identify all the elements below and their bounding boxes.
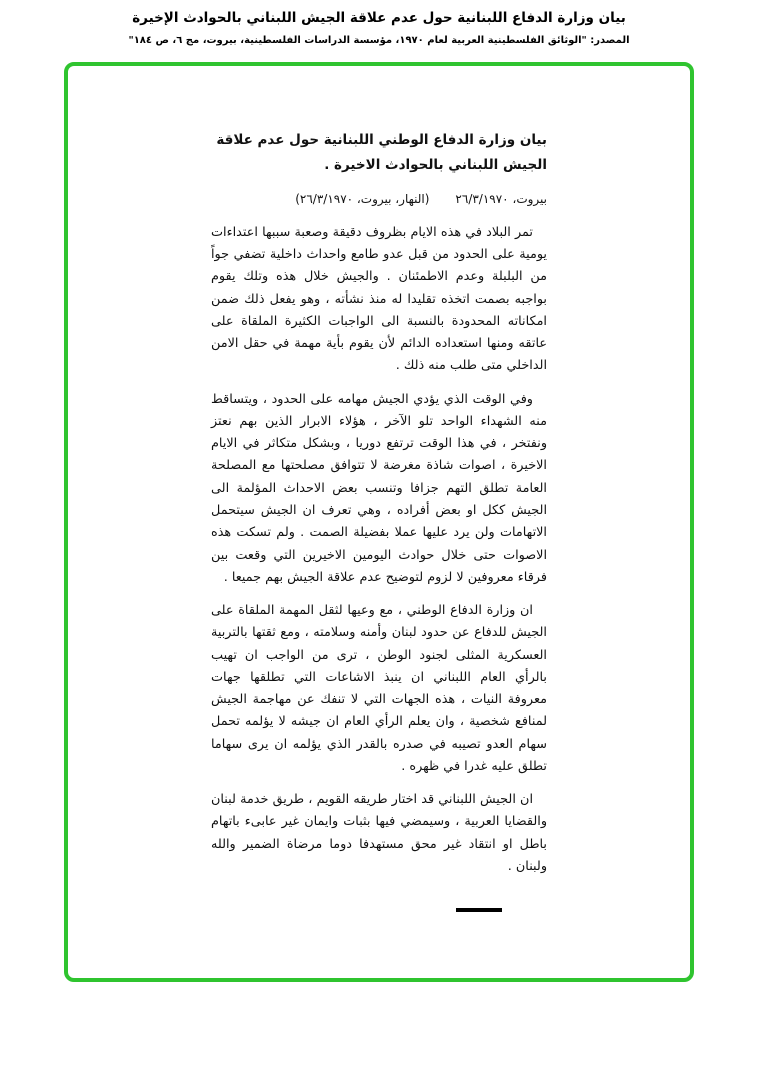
document-title: بيان وزارة الدفاع الوطني اللبنانية حول عدم علاقة الجيش اللبناني بالحوادث الاخيرة . <box>216 131 547 173</box>
page-header <box>0 0 758 46</box>
header-source-line: المصدر: "الوثائق الفلسطينية العربية لعام ١٩٧٠، مؤسسة الدراسات الفلسطينية، بيروت، مج ٦، ص ١٨٤" <box>128 34 630 46</box>
document-body <box>211 66 547 912</box>
dateline-source: (النهار، بيروت، ٢٦/٣/١٩٧٠) <box>295 191 430 206</box>
paragraph-4: ان الجيش اللبناني قد اختار طريقه القويم ، طريق خدمة لبنان والقضايا العربية ، وسيمضي فيها بثبات وايمان غير عابىء باتهام باطل او انتقاد غير محق مستهدفا دوما مرضاة الضمير والله ولبنان . <box>211 792 547 874</box>
paragraph-3: ان وزارة الدفاع الوطني ، مع وعيها لثقل المهمة الملقاة على الجيش للدفاع عن حدود لبنان وأمنه وسلامته ، ومع ثقتها بالتربية العسكرية المثلى لجنود الوطن ، ترى من الواجب ان تهيب بالرأي العام اللبناني ان ينبذ الاشاعات التي تطلقها جهات معروفة النيات ، هذه الجهات التي لا تنفك عن مهاجمة الجيش لمنافع شخصية ، وان يعلم الرأي العام ان جيشه لا يؤلمه تحمل سهام العدو تصيبه في صدره بالقدر الذي يؤلمه ان يرى سهاما تطلق عليه غدرا في ظهره . <box>211 603 547 774</box>
signature-line <box>456 908 502 912</box>
paragraph-2: وفي الوقت الذي يؤدي الجيش مهامه على الحدود ، ويتساقط منه الشهداء الواحد تلو الآخر ، هؤلاء الابرار الذين بهم نعتز ونفتخر ، في هذا الوقت ترتفع دوريا ، وبشكل متكاثر في الايام الاخيرة ، اصوات شاذة مغرضة لا تتوافق مصلحتها مع المصلحة العامة تطلق التهم جزافا وتنسب بعض الاحداث المؤلمة الى الجيش ككل او بعض أفراده ، وهي تعرف ان الجيش سيتحمل الاتهامات ولن يرد عليها عملا بفضيلة الصمت . ولم تسكت هذه الاصوات حتى خلال حوادث اليومين الاخيرين التي وقعت بين فرقاء معروفين لا لزوم لتوضيح عدم علاقة الجيش بهم جميعا . <box>211 391 547 585</box>
dateline <box>211 192 547 206</box>
header-title: بيان وزارة الدفاع اللبنانية حول عدم علاقة الجيش اللبناني بالحوادث الإخيرة <box>132 10 626 26</box>
paragraph-1: تمر البلاد في هذه الايام بظروف دقيقة وصعبة سببها اعتداءات يومية على الحدود من قبل عدو طامع واحداث داخلية تضفي جواً من البلبلة وعدم الاطمئنان . والجيش خلال هذه وتلك يقوم بواجبه بصمت اتخذه تقليدا له منذ نشأته ، وهو يفعل ذلك ضمن امكاناته المحدودة بالنسبة الى الواجبات الكثيرة الملقاة على عاتقه ومنها استعداده الدائم لأن يقوم بأية مهمة في حقل الامن الداخلي متى طلب منه ذلك . <box>211 224 547 374</box>
dateline-place-date: بيروت، ٢٦/٣/١٩٧٠ <box>455 191 547 206</box>
document-frame <box>64 62 694 982</box>
